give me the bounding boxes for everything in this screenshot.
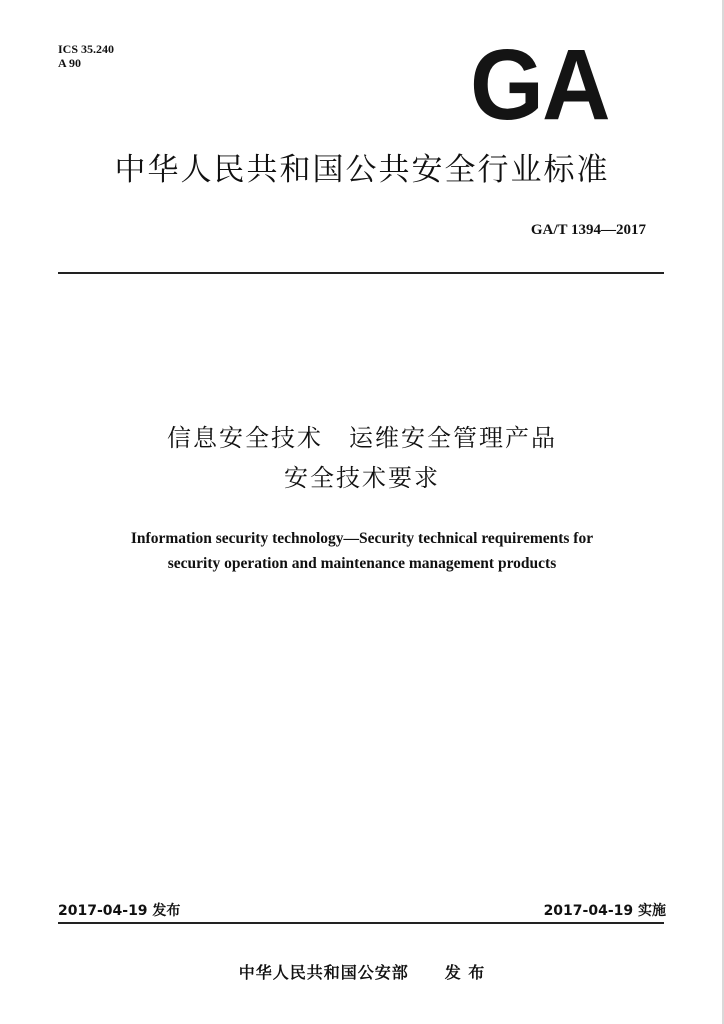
english-title-line2: security operation and maintenance management products — [167, 555, 557, 572]
english-title-line1: Information security technology—Security technical requirements for — [130, 530, 594, 547]
chinese-title-line2: 安全技术要求 — [284, 464, 440, 492]
issue-date: 2017-04-19 发布 — [58, 903, 181, 919]
ga-logo: GA — [470, 29, 609, 141]
implementation-date: 2017-04-19 实施 — [543, 903, 666, 919]
standard-category-title: 中华人民共和国公共安全行业标准 — [114, 152, 610, 188]
classification-block — [58, 42, 114, 70]
chinese-title-line1: 信息安全技术 运维安全管理产品 — [167, 424, 557, 452]
english-title — [0, 526, 724, 576]
ccs-code: A 90 — [58, 56, 82, 70]
ics-code: ICS 35.240 — [58, 42, 115, 56]
chinese-title — [0, 418, 724, 498]
bottom-divider — [58, 922, 664, 924]
issuer-action: 发 布 — [444, 963, 486, 982]
top-divider — [58, 272, 664, 274]
issuer-line — [0, 960, 724, 983]
standard-code: GA/T 1394—2017 — [530, 222, 646, 238]
issuer-name: 中华人民共和国公安部 — [238, 963, 409, 982]
